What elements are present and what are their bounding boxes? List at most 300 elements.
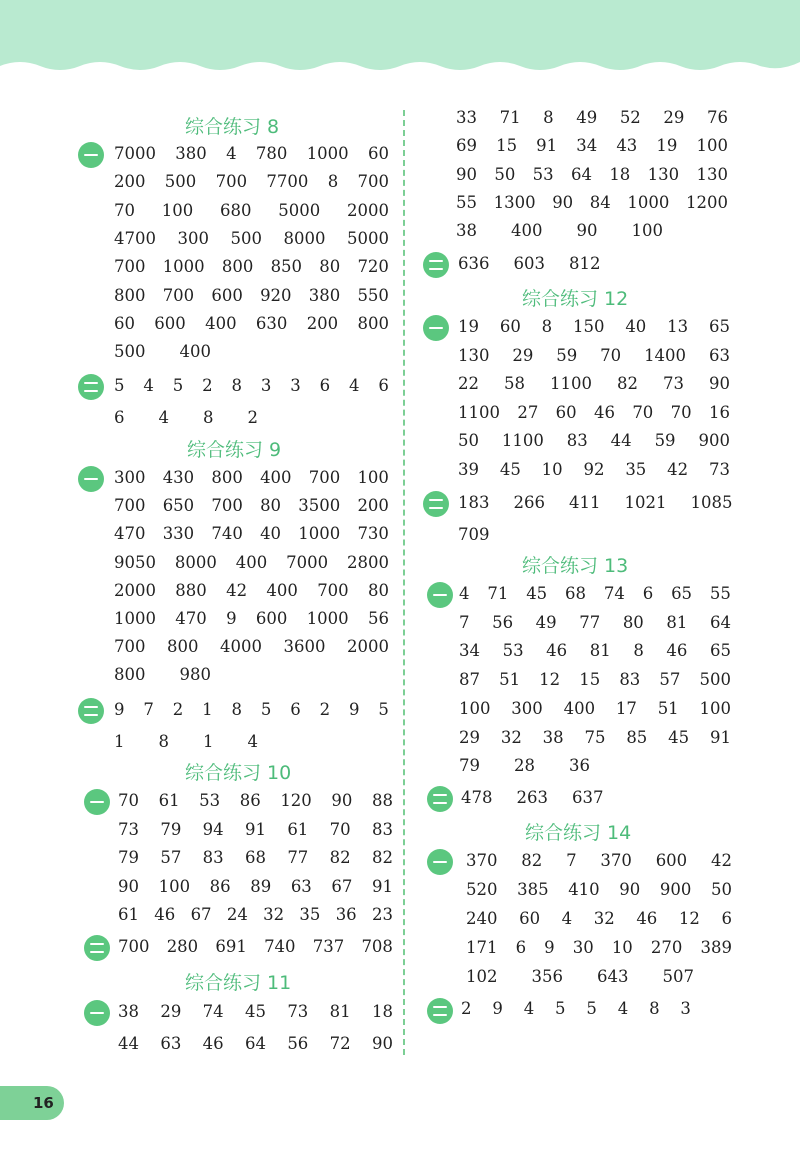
answer-number: 7000 (286, 552, 329, 572)
answer-number: 10 (611, 938, 633, 957)
answer-number: 32 (500, 727, 522, 747)
answer-number: 1100 (550, 374, 592, 394)
answer-number: 708 (361, 937, 393, 956)
answer-row (114, 172, 389, 191)
answer-row (459, 584, 731, 603)
answer-number: 8 (327, 172, 339, 192)
answer-number: 600 (154, 313, 186, 333)
answer-number: 81 (589, 641, 611, 661)
answer-number: 100 (459, 698, 491, 718)
answer-number: 1100 (501, 431, 544, 451)
answer-number: 52 (619, 108, 641, 127)
answer-number: 43 (616, 136, 638, 156)
answer-number: 56 (492, 612, 514, 632)
answer-number: 380 (308, 285, 341, 305)
answer-number: 4 (561, 909, 573, 928)
answer-number: 4 (617, 999, 629, 1018)
answer-number: 12 (539, 670, 561, 690)
answer-number: 74 (202, 1002, 224, 1021)
answer-row (461, 999, 691, 1018)
answer-number: 8 (541, 317, 553, 336)
answer-number: 8000 (283, 228, 326, 248)
answer-row (456, 108, 728, 127)
answer-number: 300 (114, 468, 146, 487)
answer-number: 80 (319, 257, 341, 277)
answer-row (456, 193, 728, 212)
answer-number: 70 (632, 402, 654, 422)
answer-number: 6 (515, 938, 527, 957)
answer-row (114, 201, 389, 220)
answer-number: 1300 (493, 192, 536, 212)
answer-number: 86 (239, 791, 261, 810)
answer-number: 81 (329, 1002, 351, 1021)
answer-row (114, 637, 389, 656)
answer-number: 470 (175, 609, 207, 628)
answer-number: 2000 (347, 200, 389, 220)
answer-number: 800 (357, 313, 389, 333)
answer-number: 100 (158, 876, 191, 896)
answer-number: 50 (494, 164, 516, 184)
answer-number: 356 (531, 967, 563, 986)
answer-row (459, 728, 731, 747)
answer-number: 700 (211, 496, 243, 516)
answer-number: 700 (114, 257, 146, 277)
answer-number: 46 (593, 402, 615, 422)
answer-number: 7 (566, 851, 577, 870)
answer-row (114, 286, 389, 305)
part-two-badge (423, 252, 449, 278)
answer-number: 29 (459, 727, 480, 747)
answer-number: 100 (699, 698, 731, 718)
answer-row (118, 937, 393, 956)
answer-number: 920 (260, 285, 292, 305)
answer-number: 500 (230, 228, 262, 248)
answer-number: 92 (583, 460, 605, 479)
answer-number: 6 (642, 584, 654, 603)
answer-number: 1021 (624, 493, 667, 512)
answer-number: 1200 (685, 192, 728, 212)
answer-number: 17 (615, 698, 637, 718)
answer-number: 77 (287, 848, 309, 868)
answer-number: 51 (657, 698, 679, 718)
answer-number: 19 (656, 136, 678, 156)
answer-number: 700 (308, 468, 341, 487)
answer-number: 300 (177, 228, 209, 248)
answer-number: 1100 (458, 402, 500, 422)
answer-number: 2 (319, 700, 331, 719)
answer-number: 400 (235, 552, 268, 572)
answer-number: 500 (164, 172, 197, 192)
answer-number: 3600 (283, 637, 326, 657)
answer-number: 80 (260, 496, 282, 516)
section-title: 综合练习 13 (522, 555, 629, 577)
answer-row (466, 909, 732, 928)
answer-number: 94 (202, 819, 224, 839)
part-two-badge (427, 786, 453, 812)
part-one-badge (427, 582, 453, 608)
answer-number: 800 (211, 468, 243, 487)
answer-number: 737 (312, 937, 345, 956)
answer-number: 82 (329, 848, 351, 868)
answer-number: 600 (211, 285, 243, 305)
answer-number: 65 (671, 584, 693, 603)
answer-number: 90 (709, 374, 730, 394)
answer-number: 90 (576, 221, 598, 241)
part-one-badge (427, 849, 453, 875)
answer-number: 1 (203, 732, 214, 751)
answer-number: 83 (371, 819, 393, 839)
answer-number: 76 (706, 108, 728, 127)
answer-number: 900 (659, 880, 692, 899)
answer-number: 470 (114, 524, 146, 544)
answer-number: 700 (317, 580, 349, 600)
answer-number: 70 (600, 345, 622, 365)
answer-number: 700 (162, 285, 195, 305)
answer-number: 400 (179, 342, 211, 362)
answer-number: 900 (698, 431, 730, 451)
answer-row (456, 136, 728, 155)
answer-number: 4 (349, 376, 360, 395)
answer-number: 63 (290, 876, 312, 896)
answer-row (114, 496, 389, 515)
answer-row (114, 553, 389, 572)
answer-number: 74 (603, 584, 625, 603)
answer-number: 73 (663, 374, 684, 394)
answer-number: 61 (158, 791, 180, 810)
answer-row (458, 346, 730, 365)
answer-number: 389 (700, 938, 732, 957)
answer-number: 200 (357, 496, 389, 516)
answer-number: 9 (349, 700, 360, 719)
answer-number: 38 (456, 221, 477, 241)
answer-number: 45 (526, 584, 548, 603)
answer-number: 2000 (114, 580, 156, 600)
answer-number: 59 (654, 431, 676, 451)
answer-number: 50 (710, 880, 732, 899)
answer-row (459, 756, 590, 775)
answer-row (114, 257, 389, 276)
answer-number: 709 (458, 525, 490, 544)
answer-number: 46 (636, 909, 658, 928)
section-title: 综合练习 8 (185, 116, 280, 138)
answer-number: 411 (569, 493, 601, 512)
answer-number: 800 (221, 257, 254, 277)
answer-number: 53 (199, 791, 221, 810)
answer-row (458, 525, 490, 544)
answer-number: 71 (499, 108, 521, 127)
answer-row (458, 493, 733, 512)
answer-number: 740 (264, 937, 296, 956)
part-one-badge (78, 142, 104, 168)
answer-number: 36 (335, 905, 357, 925)
answer-number: 60 (367, 144, 389, 163)
answer-number: 150 (572, 317, 605, 336)
answer-row (459, 613, 731, 632)
answer-number: 55 (709, 584, 731, 603)
answer-number: 60 (114, 313, 135, 333)
answer-number: 100 (631, 221, 663, 241)
answer-number: 8 (158, 732, 169, 751)
answer-number: 3500 (298, 496, 341, 516)
answer-number: 200 (306, 313, 339, 333)
answer-number: 64 (570, 164, 592, 184)
part-two-badge (78, 374, 104, 400)
answer-number: 46 (154, 905, 176, 925)
answer-number: 90 (118, 876, 139, 896)
answer-number: 880 (175, 580, 207, 600)
answer-row (114, 524, 389, 543)
answer-number: 7 (143, 700, 154, 719)
answer-number: 370 (466, 851, 498, 870)
answer-number: 2000 (347, 637, 389, 657)
answer-number: 18 (609, 164, 631, 184)
answer-number: 400 (511, 221, 543, 241)
answer-number: 240 (466, 909, 498, 928)
answer-number: 34 (576, 136, 598, 156)
answer-number: 4 (523, 999, 535, 1018)
answer-number: 77 (579, 612, 601, 632)
answer-number: 400 (266, 580, 298, 600)
answer-number: 2 (461, 999, 472, 1018)
answer-number: 270 (650, 938, 683, 957)
answer-number: 70 (670, 402, 692, 422)
answer-row (114, 665, 211, 684)
answer-number: 8 (203, 408, 214, 427)
answer-number: 38 (118, 1002, 139, 1021)
answer-number: 7000 (114, 144, 156, 163)
section-title: 综合练习 10 (185, 762, 292, 784)
answer-number: 67 (190, 905, 212, 925)
answer-number: 72 (329, 1034, 351, 1053)
answer-number: 33 (456, 108, 477, 127)
answer-number: 53 (502, 641, 524, 661)
answer-number: 500 (699, 670, 731, 690)
answer-number: 680 (220, 200, 252, 220)
answer-number: 100 (161, 200, 194, 220)
answer-number: 61 (118, 905, 139, 925)
part-two-badge (423, 491, 449, 517)
answer-number: 4 (247, 732, 258, 751)
answer-number: 1 (114, 732, 125, 751)
answer-number: 1 (202, 700, 213, 719)
answer-number: 70 (114, 200, 135, 220)
answer-number: 80 (622, 612, 644, 632)
answer-number: 45 (499, 460, 521, 479)
answer-number: 5000 (347, 228, 389, 248)
answer-number: 90 (552, 192, 574, 212)
answer-number: 90 (456, 164, 477, 184)
answer-number: 81 (666, 612, 688, 632)
answer-number: 83 (202, 848, 224, 868)
answer-number: 12 (678, 909, 700, 928)
answer-number: 9 (114, 700, 125, 719)
answer-number: 16 (708, 402, 730, 422)
answer-number: 1000 (306, 144, 349, 163)
answer-number: 28 (514, 756, 535, 776)
answer-row (114, 468, 389, 487)
answer-number: 800 (167, 637, 199, 657)
answer-number: 700 (118, 937, 150, 956)
answer-number: 61 (287, 819, 309, 839)
answer-number: 380 (175, 144, 207, 163)
answer-number: 73 (708, 460, 730, 479)
answer-row (114, 700, 389, 719)
answer-number: 45 (668, 727, 690, 747)
answer-number: 88 (371, 791, 393, 810)
answer-number: 9 (492, 999, 503, 1018)
answer-row (459, 670, 731, 689)
part-one-badge (84, 1000, 110, 1026)
answer-number: 2 (202, 376, 213, 395)
answer-number: 39 (458, 460, 479, 479)
answer-number: 3 (680, 999, 691, 1018)
answer-number: 100 (696, 136, 728, 156)
answer-number: 5 (260, 700, 272, 719)
answer-number: 63 (708, 345, 730, 365)
answer-number: 6 (290, 700, 301, 719)
answer-number: 5 (555, 999, 566, 1018)
answer-number: 79 (459, 756, 480, 776)
answer-number: 18 (371, 1002, 393, 1021)
answer-number: 9 (544, 938, 555, 957)
answer-number: 2 (172, 700, 184, 719)
answer-number: 34 (459, 641, 480, 661)
answer-number: 3 (290, 376, 301, 395)
answer-number: 90 (619, 880, 641, 899)
answer-number: 30 (572, 938, 594, 957)
answer-number: 370 (600, 851, 632, 870)
answer-number: 603 (513, 254, 545, 273)
answer-number: 800 (114, 665, 146, 685)
answer-number: 8 (633, 641, 644, 661)
answer-number: 63 (160, 1034, 182, 1053)
answer-number: 6 (114, 408, 125, 427)
answer-number: 5 (586, 999, 597, 1018)
answer-row (458, 431, 730, 450)
answer-number: 91 (709, 727, 731, 747)
answer-number: 80 (367, 580, 389, 600)
answer-number: 35 (625, 460, 647, 479)
answer-number: 730 (357, 524, 389, 544)
answer-row (459, 699, 731, 718)
answer-number: 56 (287, 1034, 309, 1053)
answer-row (456, 165, 728, 184)
answer-number: 9 (226, 609, 237, 628)
page-number: 16 (33, 1094, 54, 1112)
answer-number: 7700 (266, 172, 309, 192)
answer-number: 643 (597, 967, 629, 986)
answer-number: 5 (172, 376, 184, 395)
answer-number: 6 (319, 376, 331, 395)
answer-number: 86 (209, 876, 231, 896)
answer-number: 520 (466, 880, 498, 899)
answer-number: 430 (162, 468, 195, 487)
answer-number: 1085 (690, 493, 733, 512)
answer-number: 780 (255, 144, 288, 163)
answer-number: 5000 (278, 200, 321, 220)
answer-row (458, 254, 601, 273)
answer-number: 800 (114, 285, 146, 305)
answer-row (458, 317, 730, 336)
answer-number: 102 (466, 967, 498, 986)
answer-number: 8 (649, 999, 660, 1018)
answer-number: 42 (226, 580, 248, 600)
answer-number: 700 (357, 172, 389, 192)
answer-row (461, 788, 604, 807)
answer-row (466, 938, 732, 957)
answer-number: 8000 (174, 552, 217, 572)
answer-number: 2 (247, 408, 258, 427)
answer-number: 812 (569, 254, 601, 273)
answer-number: 71 (487, 584, 509, 603)
answer-number: 691 (215, 937, 247, 956)
answer-number: 46 (546, 641, 568, 661)
answer-number: 29 (160, 1002, 182, 1021)
answer-number: 500 (114, 342, 146, 362)
answer-number: 4 (226, 144, 237, 163)
answer-row (118, 905, 393, 924)
answer-row (114, 314, 389, 333)
answer-number: 630 (255, 313, 288, 333)
answer-number: 385 (517, 880, 549, 899)
answer-number: 57 (659, 670, 681, 690)
answer-number: 637 (572, 788, 604, 807)
answer-number: 200 (114, 172, 146, 192)
answer-row (114, 376, 389, 395)
answer-number: 263 (516, 788, 548, 807)
answer-number: 550 (357, 285, 389, 305)
answer-number: 1000 (162, 257, 205, 277)
answer-number: 24 (226, 905, 248, 925)
answer-number: 27 (517, 402, 539, 422)
answer-number: 100 (357, 468, 389, 487)
answer-number: 44 (610, 431, 632, 451)
answer-number: 60 (519, 909, 541, 928)
answer-row (114, 144, 389, 163)
answer-row (114, 342, 211, 361)
answer-number: 22 (458, 374, 479, 394)
part-two-badge (84, 935, 110, 961)
answer-number: 55 (456, 192, 477, 212)
answer-number: 32 (263, 905, 285, 925)
answer-number: 8 (543, 108, 554, 127)
answer-number: 42 (710, 851, 732, 870)
answer-number: 1000 (114, 609, 156, 628)
answer-number: 280 (166, 937, 199, 956)
answer-number: 4 (459, 584, 470, 603)
part-one-badge (78, 466, 104, 492)
answer-number: 69 (456, 136, 477, 156)
part-two-badge (78, 698, 104, 724)
answer-number: 130 (647, 164, 680, 184)
answer-number: 650 (162, 496, 195, 516)
answer-row (118, 877, 393, 896)
answer-number: 90 (331, 791, 353, 810)
answer-number: 19 (458, 317, 479, 336)
answer-number: 330 (162, 524, 195, 544)
answer-number: 400 (563, 698, 596, 718)
answer-number: 1000 (627, 192, 670, 212)
answer-number: 9050 (114, 552, 156, 572)
answer-number: 82 (371, 848, 393, 868)
answer-number: 64 (244, 1034, 266, 1053)
answer-number: 36 (569, 756, 590, 776)
answer-number: 700 (114, 496, 146, 516)
answer-number: 3 (260, 376, 272, 395)
part-one-badge (84, 789, 110, 815)
answer-row (118, 1002, 393, 1021)
answer-number: 400 (205, 313, 237, 333)
